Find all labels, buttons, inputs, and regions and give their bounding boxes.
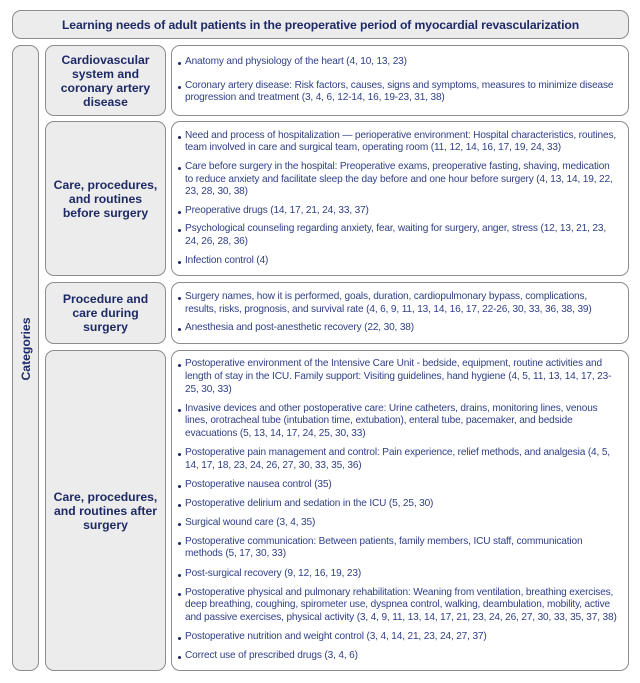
category-cardiovascular: Cardiovascular system and coronary artery disease (45, 45, 166, 116)
diagram-title: Learning needs of adult patients in the preoperative period of myocardial revascularization (12, 10, 629, 39)
categories-label: Categories (18, 317, 33, 381)
list-item: Infection control (4) (178, 255, 620, 268)
list-item: Postoperative delirium and sedation in the ICU (5, 25, 30) (178, 498, 620, 511)
content-box-cardiovascular (171, 45, 629, 116)
list-item: Coronary artery disease: Risk factors, causes, signs and symptoms, measures to minimize disease progression and treatment (3, 4, 6, 12-14, 16, 19-23, 31, 38) (178, 80, 620, 105)
categories-column (12, 45, 39, 671)
category-before-surgery: Care, procedures, and routines before surgery (45, 121, 166, 276)
category-during-surgery: Procedure and care during surgery (45, 282, 166, 344)
list-item: Postoperative nutrition and weight control (3, 4, 14, 21, 23, 24, 27, 37) (178, 631, 620, 644)
list-item: Surgery names, how it is performed, goals, duration, cardiopulmonary bypass, complications, results, risks, prognosis, and survival rate (4, 6, 9, 11, 13, 14, 16, 17, 22-26, 30, 33, 36, 38, 39) (178, 291, 620, 316)
content-box-during-surgery (171, 282, 629, 344)
item-list (178, 358, 620, 662)
list-item: Care before surgery in the hospital: Preoperative exams, preoperative fasting, shaving, medication to reduce anxiety and facilitate sleep the day before and one hour before surgery (4, 13, 14, 19, 22, 23, 28, 30, 38) (178, 161, 620, 199)
item-list (178, 291, 620, 335)
list-item: Surgical wound care (3, 4, 35) (178, 517, 620, 530)
item-list (178, 56, 620, 105)
list-item: Anesthesia and post-anesthetic recovery (22, 30, 38) (178, 322, 620, 335)
content-box-after-surgery (171, 350, 629, 671)
list-item: Psychological counseling regarding anxiety, fear, waiting for surgery, anger, stress (12, 13, 21, 23, 24, 26, 28, 36) (178, 223, 620, 248)
category-after-surgery: Care, procedures, and routines after surgery (45, 350, 166, 671)
item-list (178, 130, 620, 267)
list-item: Post-surgical recovery (9, 12, 16, 19, 23) (178, 568, 620, 581)
list-item: Invasive devices and other postoperative care: Urine catheters, drains, monitoring lines, venous lines, orotracheal tube (intubation time, extubation), enteral tube, pacemaker, and bedside evacuations (5, 13, 14, 17, 24, 25, 30, 33) (178, 403, 620, 441)
list-item: Postoperative environment of the Intensive Care Unit - bedside, equipment, routine activities and length of stay in the ICU. Family support: Visiting guidelines, hand hygiene (4, 5, 11, 13, 14, 17, 23-25, 30, 33) (178, 358, 620, 396)
list-item: Postoperative communication: Between patients, family members, ICU staff, communication methods (5, 17, 30, 33) (178, 536, 620, 561)
list-item: Postoperative physical and pulmonary rehabilitation: Weaning from ventilation, breathing exercises, deep breathing, coughing, spirometer use, dyspnea control, walking, deambulation, mobility, active and passive exercises, physical activity (3, 4, 9, 11, 13, 14, 17, 21, 23, 24, 26, 27, 30, 33, 35, 37, 38) (178, 587, 620, 625)
list-item: Anatomy and physiology of the heart (4, 10, 13, 23) (178, 56, 620, 69)
list-item: Postoperative pain management and control: Pain experience, relief methods, and analgesia (4, 5, 14, 17, 18, 23, 24, 26, 27, 30, 33, 35, 36) (178, 447, 620, 472)
list-item: Correct use of prescribed drugs (3, 4, 6) (178, 650, 620, 663)
content-box-before-surgery (171, 121, 629, 276)
list-item: Postoperative nausea control (35) (178, 479, 620, 492)
list-item: Preoperative drugs (14, 17, 21, 24, 33, 37) (178, 205, 620, 218)
list-item: Need and process of hospitalization — perioperative environment: Hospital characteristics, routines, team involved in care and surgical team, operating room (11, 12, 14, 16, 17, 19, 24, 33) (178, 130, 620, 155)
